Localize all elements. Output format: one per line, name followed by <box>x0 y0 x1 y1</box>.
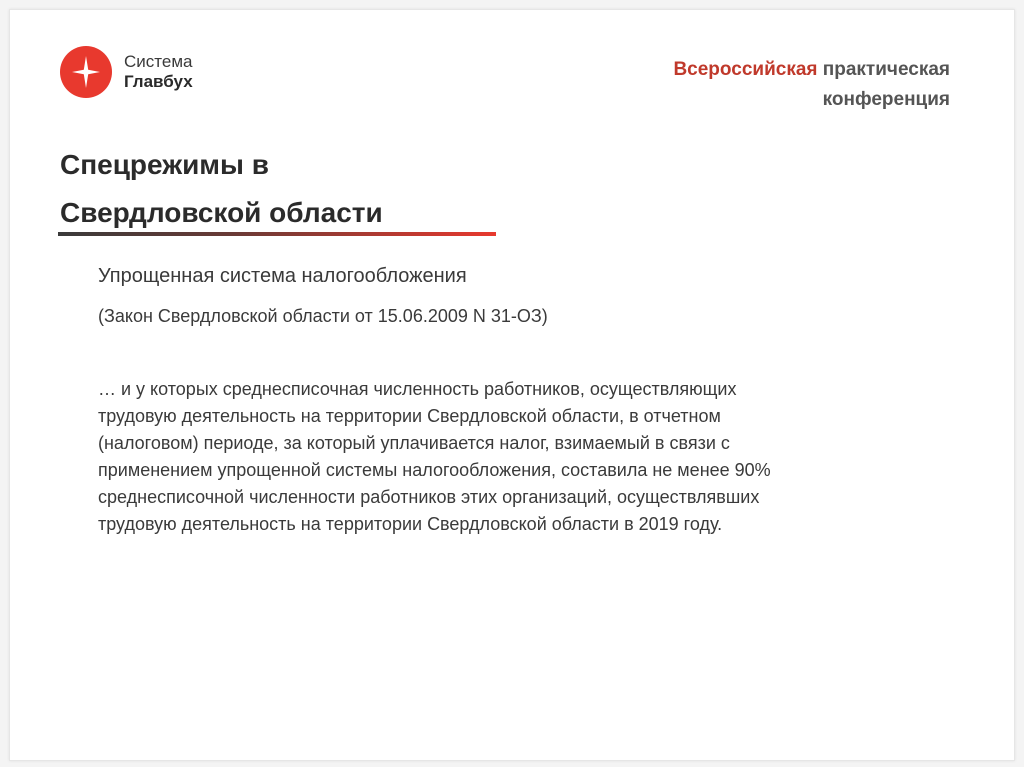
conference-line2: конференция <box>822 89 950 110</box>
body-line: трудовую деятельность на территории Свердловской области, в отчетном <box>98 406 721 426</box>
body-line: трудовую деятельность на территории Свердловской области в 2019 году. <box>98 514 723 534</box>
body-line: среднесписочной численности работников этих организаций, осуществлявших <box>98 487 760 507</box>
logo-text <box>124 52 193 92</box>
logo-line1: Система <box>124 52 193 71</box>
body-line: применением упрощенной системы налогообложения, составила не менее 90% <box>98 460 771 480</box>
title-line1: Спецрежимы в <box>60 149 269 180</box>
title-underline <box>58 232 496 236</box>
slide <box>9 9 1015 761</box>
body-line: (налоговом) периоде, за который уплачивается налог, взимаемый в связи с <box>98 433 730 453</box>
logo <box>60 46 193 98</box>
logo-star-icon <box>60 46 112 98</box>
conference-line1-rest: практическая <box>817 59 950 80</box>
conference-label <box>673 55 950 115</box>
logo-line2: Главбух <box>124 72 193 91</box>
body-text <box>98 376 978 538</box>
title-line2: Свердловской области <box>60 197 383 228</box>
subtitle: Упрощенная система налогообложения <box>98 265 467 287</box>
page-title <box>60 141 383 237</box>
law-reference: (Закон Свердловской области от 15.06.2009 N 31-ОЗ) <box>98 306 548 326</box>
conference-line1 <box>673 55 950 85</box>
conference-accent: Всероссийская <box>673 59 818 80</box>
body-line: … и у которых среднесписочная численность работников, осуществляющих <box>98 379 737 399</box>
